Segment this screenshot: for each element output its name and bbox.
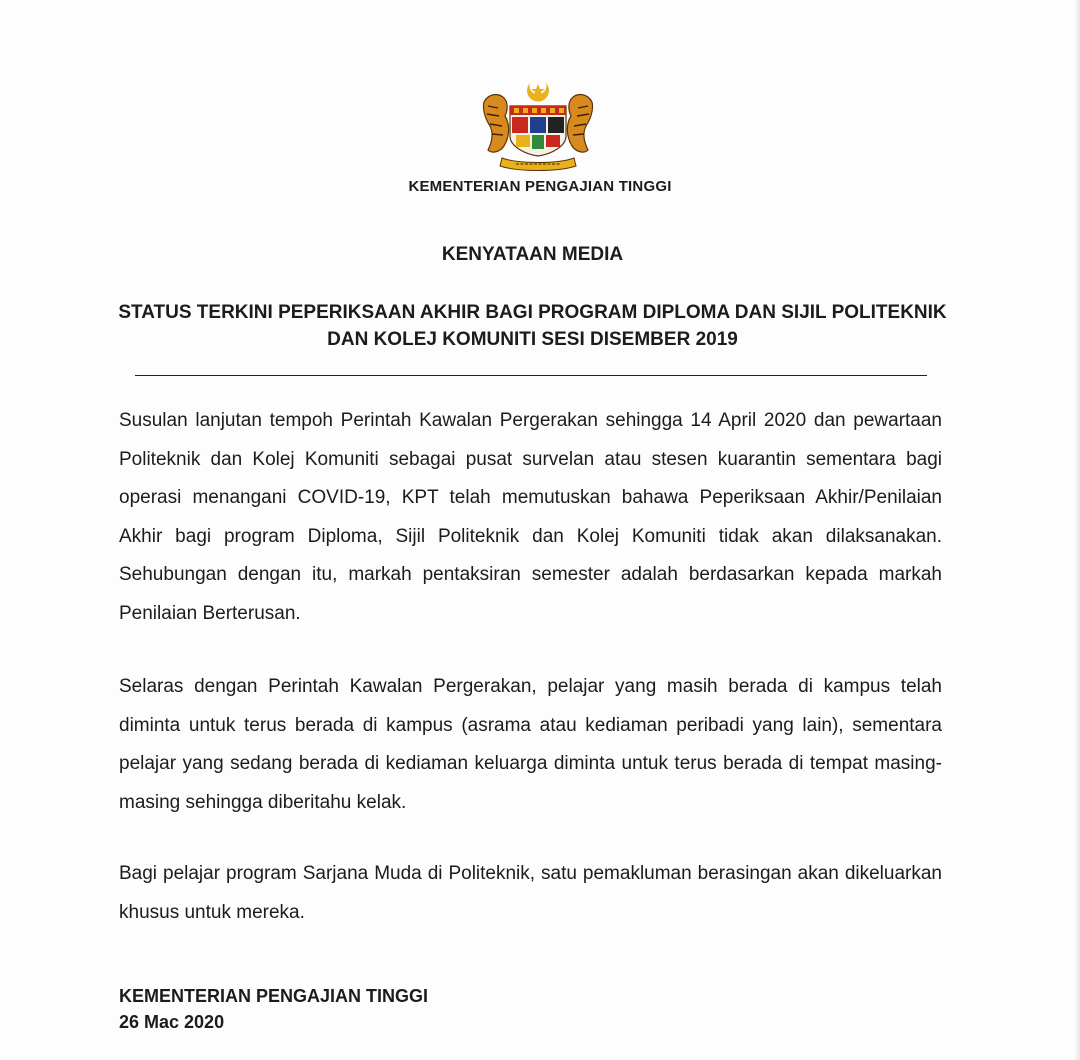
document-title: STATUS TERKINI PEPERIKSAAN AKHIR BAGI PROGRAM DIPLOMA DAN SIJIL POLITEKNIK DAN KOLEJ KOMUNITI SESI DISEMBER 2019	[118, 302, 947, 350]
document-type-heading: KENYATAAN MEDIA	[441, 244, 624, 265]
body-paragraph-3: Bagi pelajar program Sarjana Muda di Politeknik, satu pemakluman berasingan akan dikeluarkan khusus untuk mereka.	[119, 863, 942, 923]
body-paragraph-2: Selaras dengan Perintah Kawalan Pergerakan, pelajar yang masih berada di kampus telah diminta untuk terus berada di kampus (asrama atau kediaman peribadi yang lain), sementara pelajar yang sedang berada di kediaman keluarga diminta untuk terus berada di tempat masing-masing sehingga diberitahu kelak.	[119, 676, 942, 813]
body-paragraph-1: Susulan lanjutan tempoh Perintah Kawalan Pergerakan sehingga 14 April 2020 dan pewartaan Politeknik dan Kolej Komuniti sebagai pusat survelan atau stesen kuarantin sementara bagi operasi menangani COVID-19, KPT telah memutuskan bahawa Peperiksaan Akhir/Penilaian Akhir bagi program Diploma, Sijil Politeknik dan Kolej Komuniti tidak akan dilaksanakan. Sehubungan dengan itu, markah pentaksiran semester adalah berdasarkan kepada markah Penilaian Berterusan.	[119, 410, 942, 624]
title-divider	[135, 375, 927, 376]
ministry-header: KEMENTERIAN PENGAJIAN TINGGI	[408, 178, 672, 195]
signature-issuer: KEMENTERIAN PENGAJIAN TINGGI	[119, 986, 429, 1006]
page-edge-shadow	[1074, 0, 1080, 1060]
signature-date: 26 Mac 2020	[119, 1012, 225, 1032]
malaysia-coat-of-arms-icon	[478, 80, 598, 175]
